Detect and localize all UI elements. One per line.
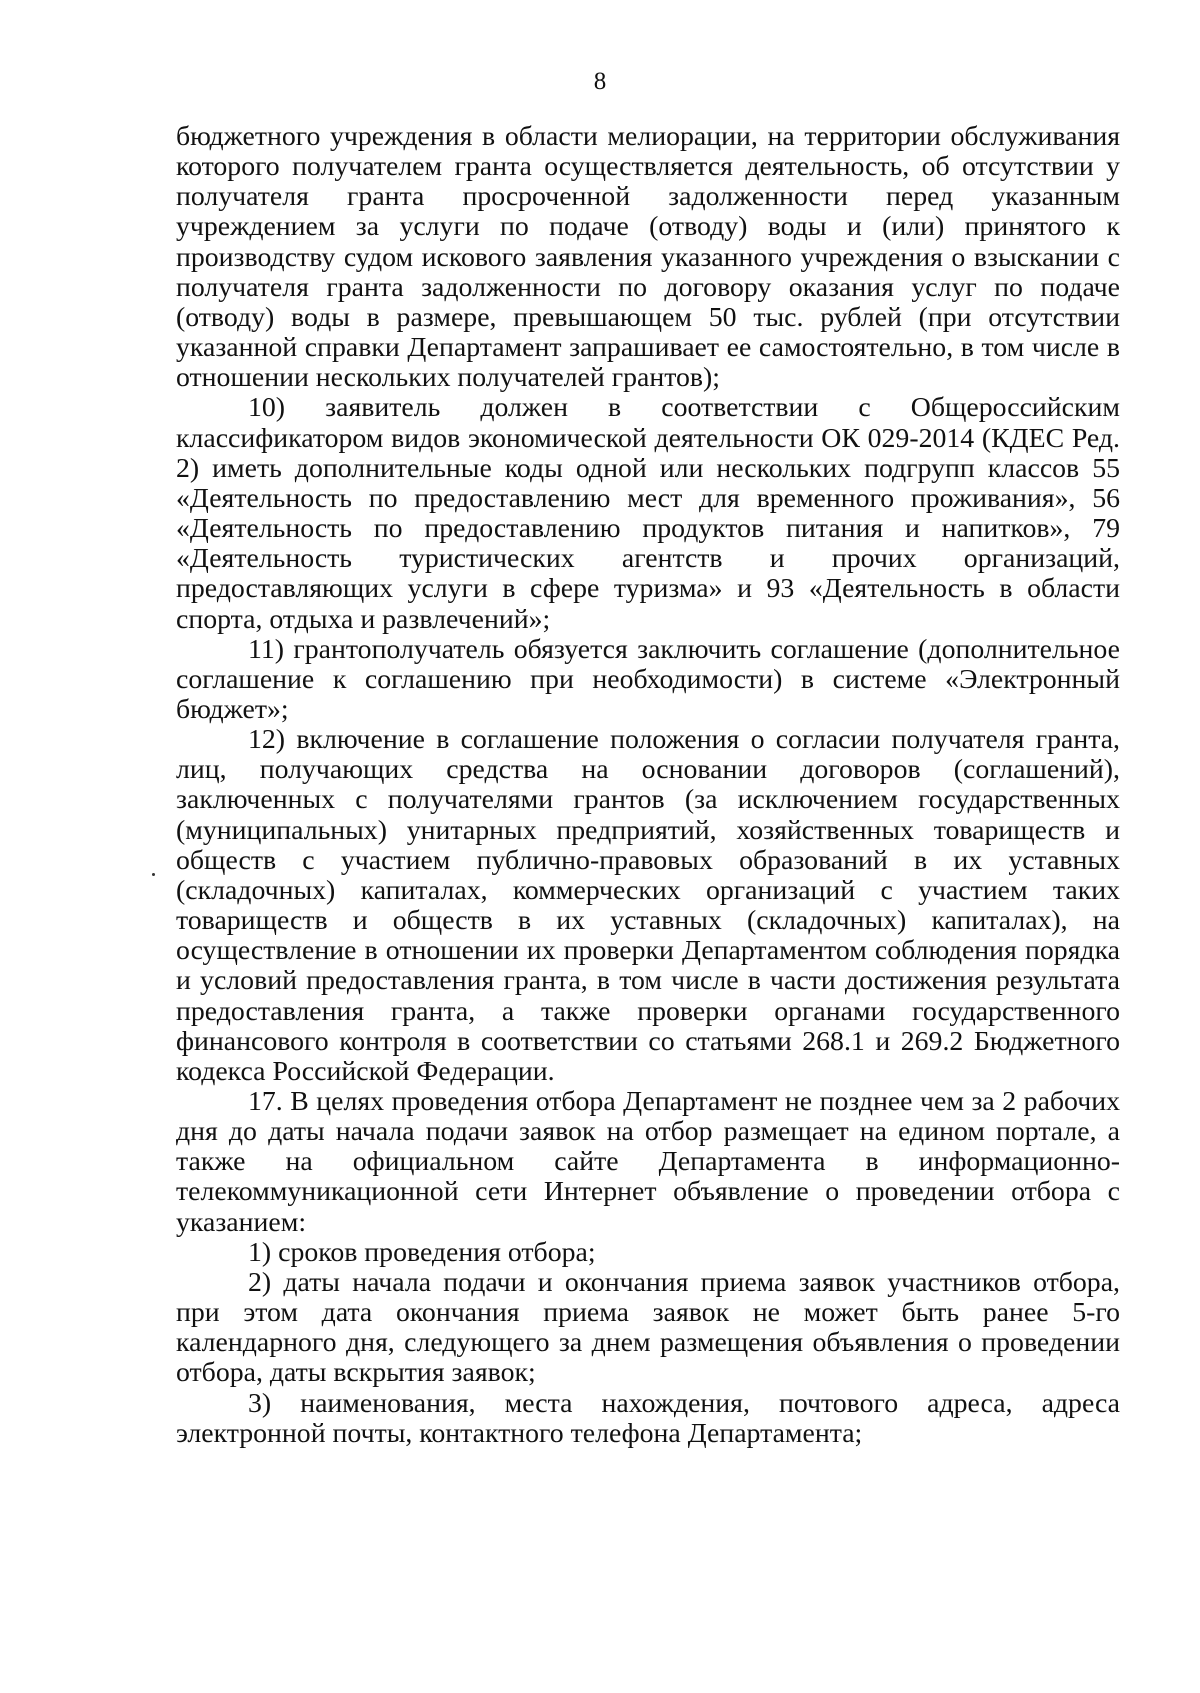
page-number: 8 — [593, 68, 607, 95]
paragraph-item-11: 11) грантополучатель обязуется заключить соглашение (дополнительное соглашение к соглашению при необходимости) в системе «Электронный бюджет»; — [176, 633, 1120, 725]
paragraph-section-17: 17. В целях проведения отбора Департамент не позднее чем за 2 рабочих дня до даты начала подачи заявок на отбор размещает на едином портале, а также на официальном сайте Департамента в информационно-телекоммуникационной сети Интернет объявление о проведении отбора с указанием: — [176, 1086, 1120, 1238]
paragraph-subitem-1: 1) сроков проведения отбора; — [248, 1236, 596, 1268]
paragraph-continuation: бюджетного учреждения в области мелиорации, на территории обслуживания которого получателем гранта осуществляется деятельность, об отсутствии у получателя гранта просроченной задолженности перед указанным учреждением за услуги по подаче (отводу) воды и (или) принятого к производству судом искового заявления указанного учреждения о взыскании с получателя гранта задолженности по договору оказания услуг по подаче (отводу) воды в размере, превышающем 50 тыс. рублей (при отсутствии указанной справки Департамент запрашивает ее самостоятельно, в том числе в отношении нескольких получателей грантов); — [176, 121, 1120, 394]
document-body — [176, 122, 1120, 1449]
paragraph-subitem-3: 3) наименования, места нахождения, почтового адреса, адреса электронной почты, контактного телефона Департамента; — [176, 1387, 1120, 1449]
scan-speck — [152, 873, 155, 876]
paragraph-item-10: 10) заявитель должен в соответствии с Общероссийским классификатором видов экономической деятельности ОК 029-2014 (КДЕС Ред. 2) иметь дополнительные коды одной или нескольких подгрупп классов 55 «Деятельность по предоставлению мест для временного проживания», 56 «Деятельность по предоставлению продуктов питания и напитков», 79 «Деятельность туристических агентств и прочих организаций, предоставляющих услуги в сфере туризма» и 93 «Деятельность в области спорта, отдыха и развлечений»; — [176, 392, 1120, 635]
paragraph-item-12: 12) включение в соглашение положения о согласии получателя гранта, лиц, получающих средства на основании договоров (соглашений), заключенных с получателями грантов (за исключением государственных (муниципальных) унитарных предприятий, хозяйственных товариществ и обществ с участием публично-правовых образований в их уставных (складочных) капиталах, коммерческих организаций с участием таких товариществ и обществ в их уставных (складочных) капиталах), на осуществление в отношении их проверки Департаментом соблюдения порядка и условий предоставления гранта, в том числе в части достижения результата предоставления гранта, а также проверки органами государственного финансового контроля в соответствии со статьями 268.1 и 269.2 Бюджетного кодекса Российской Федерации. — [176, 724, 1120, 1087]
paragraph-subitem-2: 2) даты начала подачи и окончания приема заявок участников отбора, при этом дата окончания приема заявок не может быть ранее 5-го календарного дня, следующего за днем размещения объявления о проведении отбора, даты вскрытия заявок; — [176, 1266, 1120, 1389]
